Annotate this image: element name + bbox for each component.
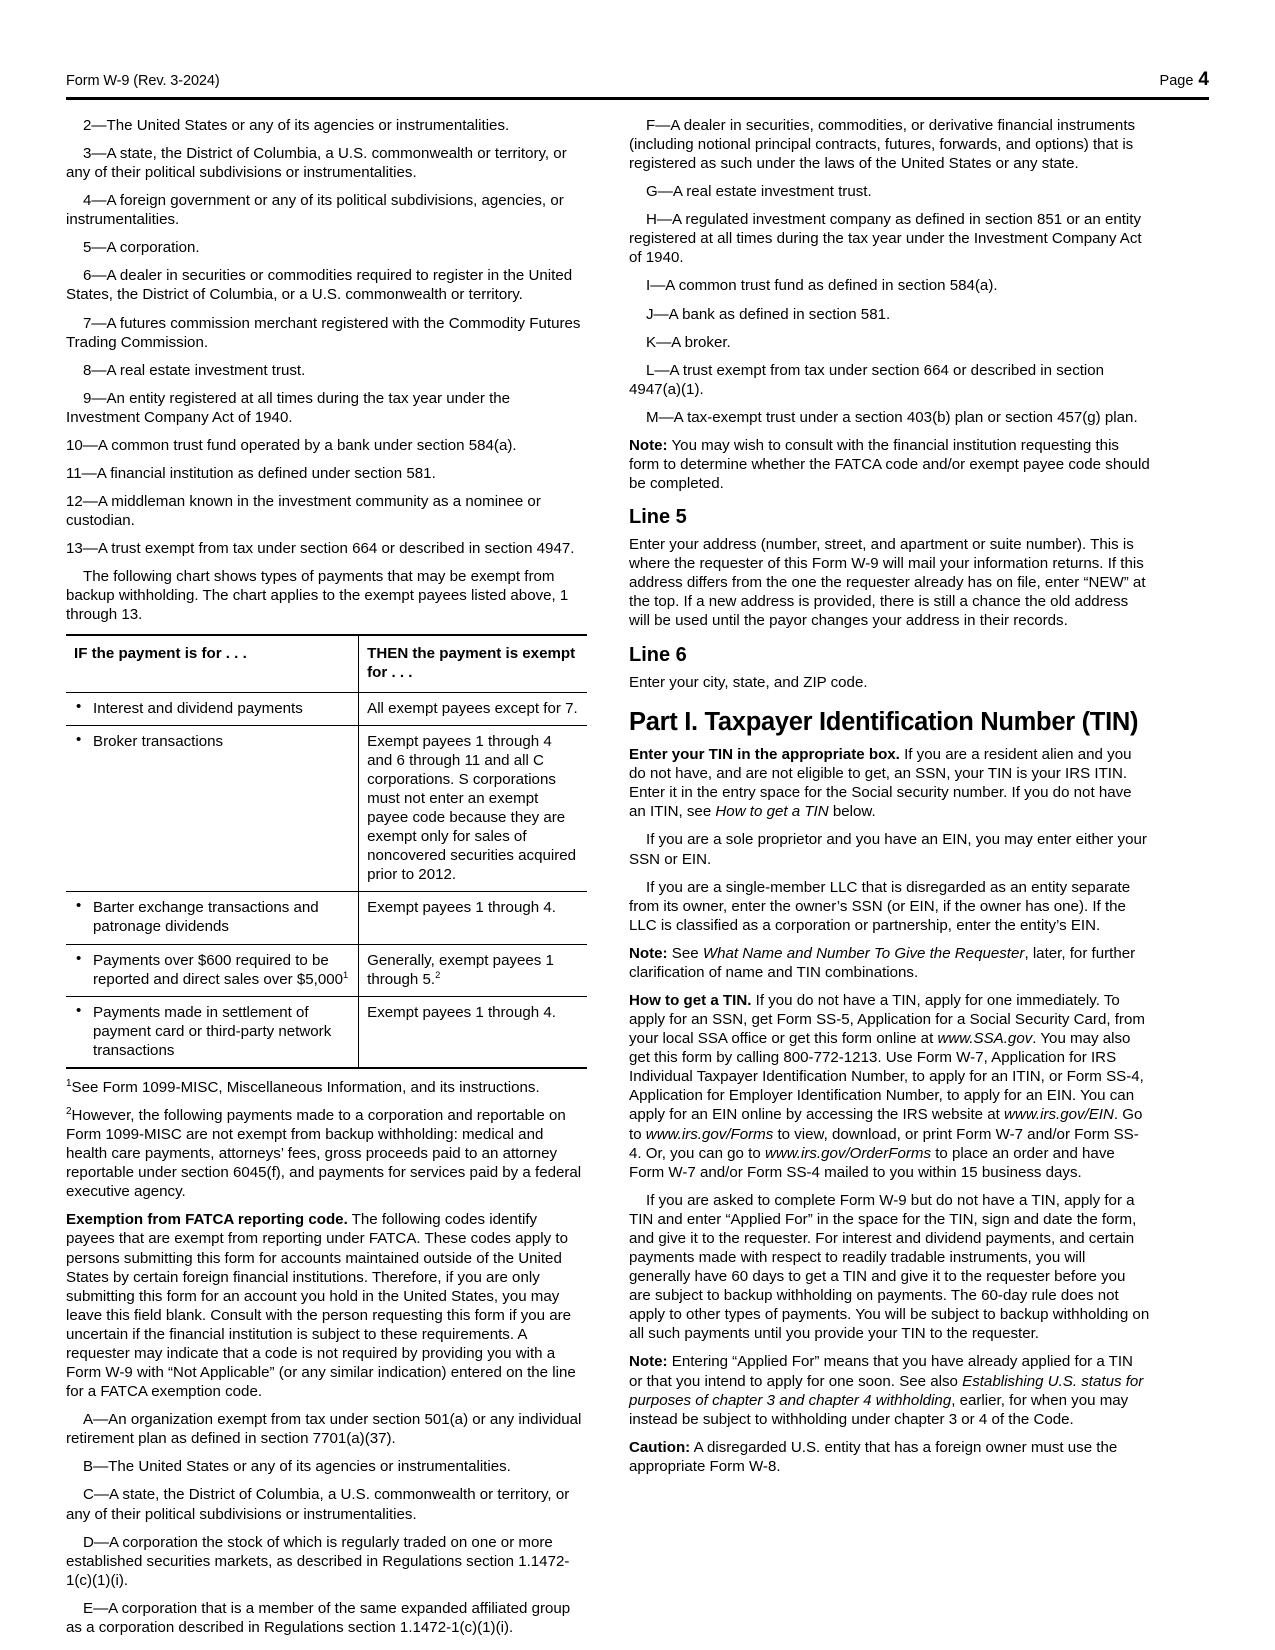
page-indicator xyxy=(1160,70,1209,91)
chart-payment-type: • Payments made in settlement of payment card or third-party network transactions xyxy=(74,1003,350,1060)
two-column-body xyxy=(66,116,1209,1646)
exempt-payee-item: 8—A real estate investment trust. xyxy=(83,361,306,379)
form-identifier: Form W-9 (Rev. 3-2024) xyxy=(66,73,220,89)
exempt-payee-item: 6—A dealer in securities or commodities required to register in the United States, the District of Columbia, or a U.S. commonwealth or territory. xyxy=(66,267,573,304)
heading-line-6: Line 6 xyxy=(629,643,687,666)
cross-reference-how-to-get-a-tin: How to get a TIN xyxy=(715,803,829,821)
fatca-code-item: B—The United States or any of its agencies or instrumentalities. xyxy=(83,1458,511,1476)
chart-exempt-for: Exempt payees 1 through 4 and 6 through 11 and all C corporations. S corporations must not enter an exempt payee code because they are exempt only for sales of noncovered securities acquired prior to 2012. xyxy=(367,732,577,884)
chart-payment-type: • Payments over $600 required to be reported and direct sales over $5,000$^1$ xyxy=(74,951,350,989)
cross-reference-what-name-and-number: What Name and Number To Give the Requester xyxy=(702,944,1025,962)
chart-footnote-2: $^2$However, the following payments made to a corporation and reportable on Form 1099-MISC are not exempt from backup withholding: medical and health care payments, attorneys’ fees, gross proceeds paid to an attorney reportable under section 6045(f), and payments for services paid by a federal executive agency. xyxy=(66,1105,582,1201)
footnote-marker-1: 1 xyxy=(343,969,349,980)
url-irs-gov-ein: www.irs.gov/EIN xyxy=(1004,1106,1114,1124)
line-5-body: Enter your address (number, street, and apartment or suite number). This is where the requester of this Form W-9 will mail your information returns. If this address differs from the one the requester already has on file, enter “NEW” at the top. If a new address is provided, there is still a chance the old address will be used until the payor changes your address in their records. xyxy=(629,536,1146,630)
caution-paragraph: Caution: A disregarded U.S. entity that has a foreign owner must use the appropriate Form W-8. xyxy=(629,1438,1118,1475)
exempt-payee-item: 4—A foreign government or any of its political subdivisions, agencies, or instrumentalities. xyxy=(66,192,564,229)
page-header xyxy=(66,70,1209,97)
fatca-code-item: L—A trust exempt from tax under section 664 or described in section 4947(a)(1). xyxy=(629,361,1105,398)
url-irs-gov-orderforms: www.irs.gov/OrderForms xyxy=(764,1144,931,1162)
single-member-llc-paragraph: If you are a single-member LLC that is disregarded as an entity separate from its owner, enter the owner’s SSN (or EIN, if the owner has one). If the LLC is classified as a corporation or partnership, enter the entity’s EIN. xyxy=(629,878,1131,934)
chart-payment-type: • Broker transactions xyxy=(74,732,350,751)
how-to-get-a-tin-paragraph: How to get a TIN. If you do not have a TIN, apply for one immediately. To apply for an SSN, get Form SS-5, Application for a Social Security Card, from your local SSA office or get this form online at www.SSA.gov. You may also get this form by calling 800-772-1213. Use Form W-7, Application for IRS Individual Taxpayer Identification Number, to apply for an ITIN, or Form SS-4, Application for Employer Identification Number, to apply for an EIN. You can apply for an EIN online by accessing the IRS website at www.irs.gov/EIN. Go to www.irs.gov/Forms to view, download, or print Form W-7 and/or Form SS-4. Or, you can go to www.irs.gov/OrderForms to place an order and have Form W-7 and/or Form SS-4 mailed to you within 15 business days. xyxy=(629,992,1145,1181)
applied-for-note: Note: Entering “Applied For” means that you have already applied for a TIN or that you intend to apply for one soon. See also Establishing U.S. status for purposes of chapter 3 and chapter 4 withholding, earlier, for when you may instead be subject to withholding under chapter 3 or 4 of the Code. xyxy=(629,1353,1144,1428)
footnote-marker-2: 2 xyxy=(66,1105,72,1117)
fatca-code-item: D—A corporation the stock of which is regularly traded on one or more established securities markets, as described in Regulations section 1.1472-1(c)(1)(i). xyxy=(66,1533,570,1589)
page-label: Page xyxy=(1159,73,1194,89)
chart-row xyxy=(66,892,587,944)
left-column xyxy=(66,116,587,1646)
line-6-body: Enter your city, state, and ZIP code. xyxy=(629,673,868,691)
tin-lead-in: Enter your TIN in the appropriate box. xyxy=(629,746,900,764)
sole-proprietor-paragraph: If you are a sole proprietor and you have an EIN, you may enter either your SSN or EIN. xyxy=(629,831,1147,868)
chart-row xyxy=(66,725,587,892)
chart-exempt-for: All exempt payees except for 7. xyxy=(367,699,578,717)
tin-intro-paragraph: Enter your TIN in the appropriate box. If you are a resident alien and you do not have, and are not eligible to get, an SSN, your TIN is your IRS ITIN. Enter it in the entry space for the Social security number. If you do not have an ITIN, see How to get a TIN below. xyxy=(629,746,1132,821)
chart-intro-paragraph: The following chart shows types of payments that may be exempt from backup withholding. The chart applies to the exempt payees listed above, 1 through 13. xyxy=(66,568,569,624)
fatca-code-item: A—An organization exempt from tax under section 501(a) or any individual retirement plan as defined in section 7701(a)(37). xyxy=(66,1411,582,1448)
fatca-note: Note: You may wish to consult with the financial institution requesting this form to determine whether the FATCA code and/or exempt payee code should be completed. xyxy=(629,436,1150,493)
chart-exempt-for: Generally, exempt payees 1 through 5.$^2$ xyxy=(367,951,554,988)
chart-header-if: IF the payment is for . . . xyxy=(66,635,359,693)
chart-row xyxy=(66,944,587,996)
chart-payment-type: • Barter exchange transactions and patronage dividends xyxy=(74,898,350,936)
chart-header-then: THEN the payment is exempt for . . . xyxy=(367,644,576,681)
heading-part-1: Part I. Taxpayer Identification Number (TIN) xyxy=(629,707,1139,736)
exempt-payee-item: 2—The United States or any of its agencies or instrumentalities. xyxy=(83,116,510,134)
exempt-payment-chart xyxy=(66,634,587,1069)
footnote-marker-1: 1 xyxy=(66,1077,72,1089)
exempt-payee-item: 12—A middleman known in the investment community as a nominee or custodian. xyxy=(66,493,541,530)
exempt-payee-item: 9—An entity registered at all times during the tax year under the Investment Company Act of 1940. xyxy=(66,389,511,426)
url-ssa-gov: www.SSA.gov xyxy=(937,1030,1033,1048)
fatca-code-item: I—A common trust fund as defined in section 584(a). xyxy=(646,277,998,295)
chart-footnote-1: $^1$See Form 1099-MISC, Miscellaneous Information, and its instructions. xyxy=(66,1077,540,1096)
fatca-code-item: C—A state, the District of Columbia, a U.S. commonwealth or territory, or any of their political subdivisions or instrumentalities. xyxy=(66,1486,570,1523)
chart-exempt-for: Exempt payees 1 through 4. xyxy=(367,1003,556,1021)
chart-payment-type: • Interest and dividend payments xyxy=(74,699,350,718)
right-column xyxy=(629,116,1150,1485)
note-lead-in: Note: xyxy=(629,1353,668,1371)
note-lead-in: Note: xyxy=(629,944,668,962)
fatca-lead-in: Exemption from FATCA reporting code. xyxy=(66,1211,348,1229)
exempt-payee-item: 10—A common trust fund operated by a bank under section 584(a). xyxy=(66,436,517,454)
url-irs-gov-forms: www.irs.gov/Forms xyxy=(645,1125,774,1143)
note-lead-in: Note: xyxy=(629,436,668,454)
fatca-code-item: G—A real estate investment trust. xyxy=(646,183,872,201)
exempt-payee-item: 13—A trust exempt from tax under section 664 or described in section 4947. xyxy=(66,540,575,558)
fatca-code-item: K—A broker. xyxy=(646,333,731,351)
chart-header-row xyxy=(66,635,587,693)
exempt-payee-item: 5—A corporation. xyxy=(83,239,200,257)
chart-exempt-for: Exempt payees 1 through 4. xyxy=(367,899,556,917)
fatca-code-item: H—A regulated investment company as defined in section 851 or an entity registered at all times during the tax year under the Investment Company Act of 1940. xyxy=(629,211,1142,267)
how-to-get-tin-lead-in: How to get a TIN. xyxy=(629,992,752,1010)
fatca-code-item: E—A corporation that is a member of the same expanded affiliated group as a corporation described in Regulations section 1.1472-1(c)(1)(i). xyxy=(66,1599,571,1636)
page-number: 4 xyxy=(1198,69,1209,90)
fatca-exemption-paragraph: Exemption from FATCA reporting code. The following codes identify payees that are exempt from reporting under FATCA. These codes apply to persons submitting this form for accounts maintained outside of the United States by certain foreign financial institutions. Therefore, if you are only submitting this form for an account you hold in the United States, you may leave this field blank. Consult with the person requesting this form if you are uncertain if the financial institution is subject to these requirements. A requester may indicate that a code is not required by providing you with a Form W-9 with “Not Applicable” (or any similar indication) entered on the line for a FATCA exemption code. xyxy=(66,1211,576,1401)
heading-line-5: Line 5 xyxy=(629,506,687,529)
footnote-marker-2: 2 xyxy=(435,969,441,980)
applied-for-paragraph: If you are asked to complete Form W-9 but do not have a TIN, apply for a TIN and enter “Applied For” in the space for the TIN, sign and date the form, and give it to the requester. For interest and dividend payments, and certain payments made with respect to readily tradable instruments, you will generally have 60 days to get a TIN and give it to the requester before you are subject to backup withholding on payments. The 60-day rule does not apply to other types of payments. You will be subject to backup withholding on all such payments until you provide your TIN to the requester. xyxy=(629,1191,1150,1343)
caution-lead-in: Caution: xyxy=(629,1438,691,1456)
exempt-payee-item: 7—A futures commission merchant registered with the Commodity Futures Trading Commission. xyxy=(66,314,581,351)
cross-reference-establishing-us-status: Establishing U.S. status for purposes of chapter 3 and chapter 4 withholding xyxy=(629,1372,1144,1409)
tin-note-paragraph: Note: See What Name and Number To Give the Requester, later, for further clarification of name and TIN combinations. xyxy=(629,944,1136,981)
chart-row xyxy=(66,692,587,725)
fatca-code-item: J—A bank as defined in section 581. xyxy=(646,305,891,323)
fatca-code-item: M—A tax-exempt trust under a section 403(b) plan or section 457(g) plan. xyxy=(646,408,1138,426)
exempt-payee-item: 11—A financial institution as defined under section 581. xyxy=(66,464,436,482)
fatca-code-item: F—A dealer in securities, commodities, or derivative financial instruments (including notional principal contracts, futures, forwards, and options) that is registered as such under the laws of the United States or any state. xyxy=(629,116,1136,173)
chart-row xyxy=(66,996,587,1068)
exempt-payee-item: 3—A state, the District of Columbia, a U.S. commonwealth or territory, or any of their political subdivisions or instrumentalities. xyxy=(66,144,567,182)
header-divider xyxy=(66,97,1209,100)
